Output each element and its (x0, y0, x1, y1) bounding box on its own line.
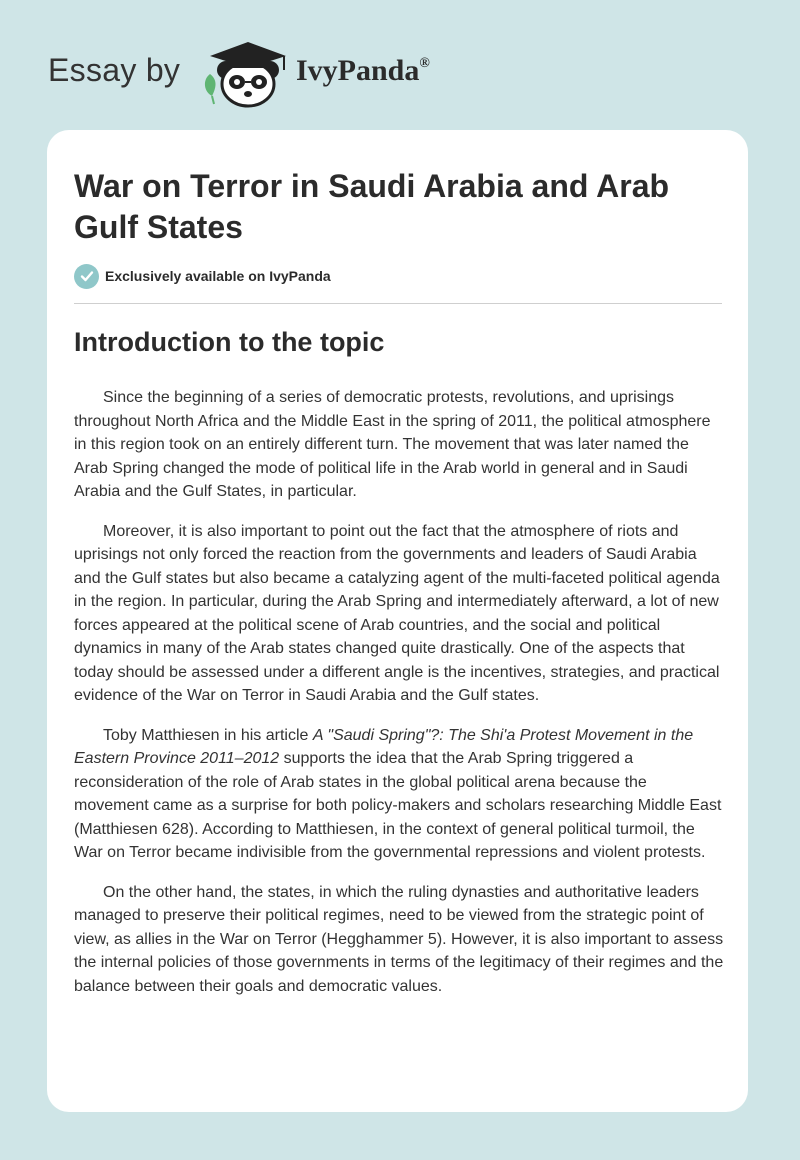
paragraph-3-lead: Toby Matthiesen in his article (103, 726, 313, 744)
essay-body (74, 386, 724, 1014)
check-icon (74, 264, 99, 289)
section-heading: Introduction to the topic (74, 327, 385, 357)
article-citation-title: A "Saudi Spring"?: The Shi'a Protest Movement in the Eastern Province 2011–2012 (74, 726, 694, 767)
divider (74, 303, 722, 304)
site-header (0, 0, 800, 130)
brand-name[interactable] (296, 54, 430, 88)
paragraph-4: On the other hand, the states, in which the ruling dynasties and authoritative leaders managed to preserve their political regimes, need to be viewed from the strategic point of view, as allies in the War on Terror (Hegghammer 5). However, it is also important to assess the internal policies of those governments in terms of the legitimacy of their regimes and the balance between their goals and democratic values. (74, 883, 724, 995)
exclusive-badge (74, 263, 331, 289)
paragraph-3 (74, 724, 724, 865)
paragraph-1: Since the beginning of a series of democratic protests, revolutions, and uprisings throughout North Africa and the Middle East in the spring of 2011, the political atmosphere in this region took on an entirely different turn. The movement that was later named the Arab Spring changed the mode of political life in the Arab world in general and in Saudi Arabia and the Gulf States, in particular. (74, 389, 711, 500)
essay-title: War on Terror in Saudi Arabia and Arab Gulf States (74, 168, 670, 245)
essay-by-label: Essay by (48, 52, 181, 88)
exclusive-badge-text: Exclusively available on IvyPanda (105, 268, 331, 284)
panda-logo-icon[interactable] (200, 36, 296, 108)
paragraph-3-rest: supports the idea that the Arab Spring triggered a reconsideration of the role of Arab states in the global political arena because the movement came as a surprise for both policy-makers and scholars researching Middle East (Matthiesen 628). According to Matthiesen, in the context of general political turmoil, the War on Terror became indivisible from the governmental repressions and violent protests. (74, 750, 722, 861)
paragraph-2: Moreover, it is also important to point out the fact that the atmosphere of riots and uprisings not only forced the reaction from the governments and leaders of Saudi Arabia and the Gulf states but also became a catalyzing agent of the multi-faceted political agenda in the region. In particular, during the Arab Spring and intermediately afterward, a lot of new forces appeared at the political scene of Arab countries, and the social and political dynamics in many of the Arab states changed quite drastically. One of the aspects that today should be assessed under a different angle is the incentives, strategies, and practical evidence of the War on Terror in Saudi Arabia and the Gulf states. (74, 522, 720, 704)
registered-mark: ® (419, 56, 430, 71)
brand-text: IvyPanda (296, 54, 420, 87)
essay-card (47, 130, 748, 1112)
